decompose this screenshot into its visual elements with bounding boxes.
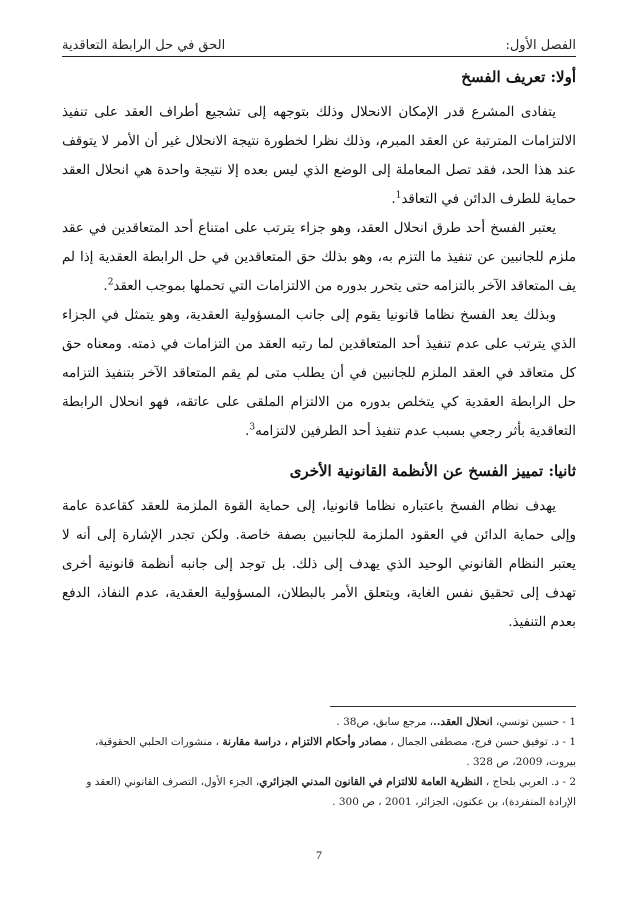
section1-heading: أولا: تعريف الفسخ xyxy=(461,68,576,86)
paragraph-end: . xyxy=(103,279,108,294)
footnote-item xyxy=(62,732,576,772)
header-title: الحق في حل الرابطة التعاقدية xyxy=(62,38,226,53)
section1-paragraph-1 xyxy=(62,98,576,214)
footnote-ref: 3 xyxy=(249,422,256,433)
section2-heading: ثانيا: تمييز الفسخ عن الأنظمة القانونية الأخرى xyxy=(289,462,576,480)
page-number: 7 xyxy=(316,848,322,862)
footnote-work-title: النظرية العامة للالتزام في القانون المدني الجزائري xyxy=(259,776,483,788)
paragraph-text: يتفادى المشرع قدر الإمكان الانحلال وذلك بتوجهه إلى تشجيع أطراف العقد على تنفيذ الالتزامات المترتبة عن العقد المبرم، وذلك نظرا لخطورة نتيجة الانحلال غير أن الأمر لا يتوقف عند هذا الحد، فقد تصل المعاملة إلى الوضع الذي ليس بعده إلا نتيجة واحدة هي انحلال العقد حماية للطرف الدائن في التعاقد xyxy=(62,105,576,207)
paragraph-text: يعتبر الفسخ أحد طرق انحلال العقد، وهو جزاء يترتب على امتناع أحد المتعاقدين في عقد ملزم للجانبين عن تنفيذ ما التزم به، وهو بذلك حق المتعاقدين في حل الرابطة العقدية إذا لم يف المتعاقد الآخر بالتزامه حتى يتحرر بدوره من الالتزامات التي تحملها بموجب العقد xyxy=(62,221,576,294)
footnote-item xyxy=(62,772,576,812)
header-rule xyxy=(62,56,576,57)
section1-paragraph-3 xyxy=(62,301,576,446)
section2-paragraph-1: يهدف نظام الفسخ باعتباره نظاما قانونيا، إلى حماية القوة الملزمة للعقد كقاعدة عامة وإلى حماية الدائن في العقود الملزمة للجانبين بصفة خاصة. ولكن تجدر الإشارة إلى أنه لا يعتبر النظام القانوني الوحيد الذي يهدف إلى ذلك. بل توجد إلى جانبه أنظمة قانونية أخرى تهدف إلى تحقيق نفس الغاية، ويتعلق الأمر بالبطلان، المسؤولية العقدية، عدم النفاذ، الدفع بعدم التنفيذ. xyxy=(62,499,576,630)
footnote-text: 1 - د. توفيق حسن فرج، مصطفى الجمال ، xyxy=(387,736,576,748)
section1-paragraph-2 xyxy=(62,214,576,301)
footnote-text: 2 - د. العربي بلحاج ، xyxy=(482,776,576,788)
running-header xyxy=(62,31,576,53)
footnote-separator xyxy=(330,706,576,707)
footnote-ref: 1 xyxy=(395,190,402,201)
footnote-item xyxy=(62,712,576,732)
footnote-work-title: انحلال العقد.. xyxy=(433,716,493,728)
main-content xyxy=(62,64,576,637)
footnote-text: ، الجزء الأول، التصرف القانوني (العقد و الإرادة المنفردة)، بن عكنون، الجزائر، 2001 ، ص 300 . xyxy=(86,776,576,808)
footnote-ref: 2 xyxy=(107,277,114,288)
footnote-work-title: مصادر وأحكام الالتزام ، دراسة مقارنة xyxy=(222,736,387,748)
footnote-text: ، منشورات الحلبي الحقوقية، بيروت، 2009، ص 328 . xyxy=(95,736,576,768)
footnotes xyxy=(62,712,576,812)
paragraph-end: . xyxy=(391,192,396,207)
paragraph-end: . xyxy=(245,424,250,439)
footnote-text: ، مرجع سابق، ص38 . xyxy=(336,716,434,728)
paragraph-text: وبذلك يعد الفسخ نظاما قانونيا يقوم إلى جانب المسؤولية العقدية، وهو يتمثل في الجزاء الذي يترتب على عدم تنفيذ أحد المتعاقدين لما رتبه العقد من التزامات في ذمته. ومعناه حق كل متعاقد في العقد الملزم للجانبين في أن يطلب متى لم يقم المتعاقد الآخر بتنفيذ التزامه حل الرابطة العقدية كي يتخلص بدوره من الالتزام الملقى على عاتقه، فهو انحلال الرابطة التعاقدية بأثر رجعي بسبب عدم تنفيذ أحد الطرفين لالتزامه xyxy=(62,308,576,439)
footnote-text: 1 - حسين تونسي، xyxy=(492,716,576,728)
header-chapter: الفصل الأول: xyxy=(505,38,576,53)
